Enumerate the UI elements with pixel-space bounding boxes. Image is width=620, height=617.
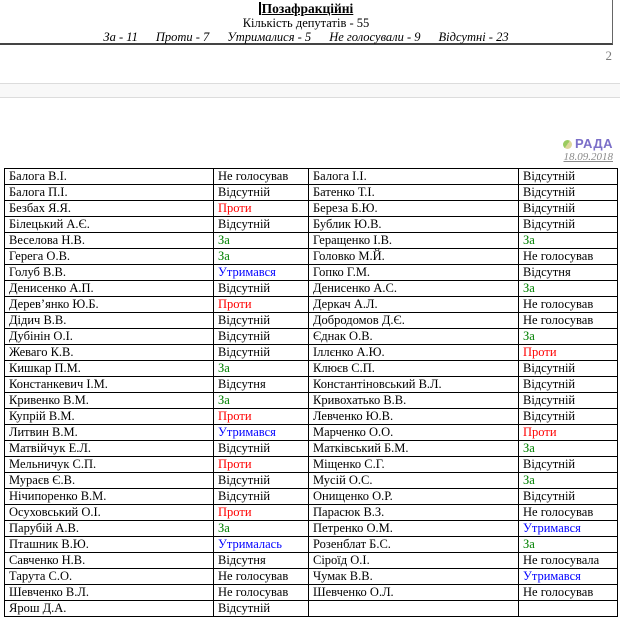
table-row xyxy=(5,201,618,217)
deputy-name-cell: Білецький А.Є. xyxy=(5,217,214,233)
vote-cell: За xyxy=(214,249,309,265)
vote-cell: Відсутній xyxy=(214,313,309,329)
deputy-name-cell: Пташник В.Ю. xyxy=(5,537,214,553)
deputy-name-cell: Петренко О.М. xyxy=(309,521,519,537)
deputy-name-cell: Голуб В.В. xyxy=(5,265,214,281)
deputy-name-cell: Деркач А.Л. xyxy=(309,297,519,313)
vote-cell: За xyxy=(214,233,309,249)
deputy-name-cell: Купрій В.М. xyxy=(5,409,214,425)
vote-cell: Відсутній xyxy=(214,185,309,201)
deputy-name-cell: Мураєв Є.В. xyxy=(5,473,214,489)
deputy-name-cell: Онищенко О.Р. xyxy=(309,489,519,505)
deputy-name-cell: Констанкевич І.М. xyxy=(5,377,214,393)
faction-title-line xyxy=(0,1,612,16)
deputy-name-cell: Нічипоренко В.М. xyxy=(5,489,214,505)
vote-cell: Не голосував xyxy=(519,505,618,521)
table-row xyxy=(5,521,618,537)
deputy-name-cell: Литвин В.М. xyxy=(5,425,214,441)
rada-logo-text: РАДА xyxy=(574,136,613,151)
vote-cell: Відсутній xyxy=(214,281,309,297)
deputy-name-cell: Денисенко А.П. xyxy=(5,281,214,297)
vote-cell: За xyxy=(519,537,618,553)
vote-cell: Не голосував xyxy=(519,585,618,601)
deputy-name-cell: Бублик Ю.В. xyxy=(309,217,519,233)
deputy-name-cell: Безбах Я.Я. xyxy=(5,201,214,217)
vote-date: 18.09.2018 xyxy=(563,151,613,163)
vote-cell: За xyxy=(214,361,309,377)
deputy-name-cell: Балога П.І. xyxy=(5,185,214,201)
deputy-name-cell: Матківський Б.М. xyxy=(309,441,519,457)
deputy-name-cell: Балога В.І. xyxy=(5,169,214,185)
vote-cell: Не голосував xyxy=(519,249,618,265)
vote-cell: Відсутня xyxy=(214,553,309,569)
vote-cell: Відсутній xyxy=(519,169,618,185)
deputy-name-cell: Клюєв С.П. xyxy=(309,361,519,377)
summary-for: За - 11 xyxy=(103,30,138,44)
deputy-name-cell: Константіновський В.Л. xyxy=(309,377,519,393)
vote-cell: За xyxy=(519,329,618,345)
table-row xyxy=(5,297,618,313)
table-row xyxy=(5,217,618,233)
vote-cell: За xyxy=(519,473,618,489)
deputy-name-cell: Герега О.В. xyxy=(5,249,214,265)
vote-cell: Проти xyxy=(214,409,309,425)
table-row xyxy=(5,489,618,505)
deputy-name-cell: Чумак В.В. xyxy=(309,569,519,585)
vote-cell: Відсутній xyxy=(214,489,309,505)
vote-cell xyxy=(519,601,618,617)
deputy-name-cell: Веселова Н.В. xyxy=(5,233,214,249)
deputy-name-cell: Геращенко І.В. xyxy=(309,233,519,249)
table-row xyxy=(5,457,618,473)
table-row xyxy=(5,425,618,441)
rada-logo xyxy=(563,137,613,150)
vote-cell: Утримався xyxy=(519,521,618,537)
table-row xyxy=(5,393,618,409)
vote-cell: Проти xyxy=(214,505,309,521)
deputy-name-cell: Балога І.І. xyxy=(309,169,519,185)
deputy-name-cell: Кривохатько В.В. xyxy=(309,393,519,409)
deputy-count: Кількість депутатів - 55 xyxy=(242,16,370,30)
table-row xyxy=(5,361,618,377)
deputy-name-cell: Шевченко В.Л. xyxy=(5,585,214,601)
table-row xyxy=(5,473,618,489)
deputy-name-cell: Іллєнко А.Ю. xyxy=(309,345,519,361)
deputy-name-cell: Єднак О.В. xyxy=(309,329,519,345)
voting-table xyxy=(4,168,618,617)
deputy-name-cell: Головко М.Й. xyxy=(309,249,519,265)
vote-cell: Відсутній xyxy=(214,345,309,361)
vote-cell: Утримався xyxy=(214,425,309,441)
deputy-name-cell: Левченко Ю.В. xyxy=(309,409,519,425)
vote-cell: Утримався xyxy=(519,569,618,585)
table-row xyxy=(5,441,618,457)
vote-cell: Відсутній xyxy=(214,473,309,489)
deputy-name-cell: Савченко Н.В. xyxy=(5,553,214,569)
vote-cell: Утримався xyxy=(214,265,309,281)
deputy-name-cell: Дідич В.В. xyxy=(5,313,214,329)
vote-cell: Відсутній xyxy=(519,409,618,425)
deputy-name-cell: Сіроїд О.І. xyxy=(309,553,519,569)
vote-cell: Відсутній xyxy=(519,393,618,409)
table-row xyxy=(5,313,618,329)
deputy-name-cell: Розенблат Б.С. xyxy=(309,537,519,553)
deputy-name-cell: Парубій А.В. xyxy=(5,521,214,537)
table-row xyxy=(5,585,618,601)
vote-cell: Відсутній xyxy=(519,361,618,377)
deputy-name-cell: Ярош Д.А. xyxy=(5,601,214,617)
table-row xyxy=(5,185,618,201)
table-row xyxy=(5,505,618,521)
table-row xyxy=(5,249,618,265)
table-row xyxy=(5,169,618,185)
vote-cell: Відсутній xyxy=(214,329,309,345)
vote-cell: Проти xyxy=(214,201,309,217)
vote-cell: Відсутня xyxy=(214,377,309,393)
deputy-name-cell: Денисенко А.С. xyxy=(309,281,519,297)
vote-cell: Не голосувала xyxy=(519,553,618,569)
deputy-name-cell: Жеваго К.В. xyxy=(5,345,214,361)
vote-cell: Відсутня xyxy=(519,265,618,281)
deputy-name-cell: Мусій О.С. xyxy=(309,473,519,489)
deputy-name-cell: Міщенко С.Г. xyxy=(309,457,519,473)
vote-cell: Не голосував xyxy=(214,569,309,585)
summary-absent: Відсутні - 23 xyxy=(438,30,509,44)
summary-against: Проти - 7 xyxy=(155,30,210,44)
rada-circle-icon xyxy=(563,140,572,149)
deputy-name-cell: Береза Б.Ю. xyxy=(309,201,519,217)
deputy-name-cell: Добродомов Д.Є. xyxy=(309,313,519,329)
vote-cell: За xyxy=(214,521,309,537)
table-row xyxy=(5,537,618,553)
vote-cell: Не голосував xyxy=(214,169,309,185)
vote-cell: Відсутній xyxy=(214,217,309,233)
deputy-name-cell: Парасюк В.З. xyxy=(309,505,519,521)
vote-cell: Відсутній xyxy=(519,201,618,217)
deputy-name-cell xyxy=(309,601,519,617)
summary-abstained: Утрималися - 5 xyxy=(227,30,312,44)
vote-cell: Проти xyxy=(519,345,618,361)
deputy-name-cell: Кривенко В.М. xyxy=(5,393,214,409)
table-row xyxy=(5,377,618,393)
vote-cell: Відсутній xyxy=(519,457,618,473)
vote-cell: Не голосував xyxy=(519,297,618,313)
table-row xyxy=(5,265,618,281)
deputy-name-cell: Гопко Г.М. xyxy=(309,265,519,281)
vote-cell: Не голосував xyxy=(519,313,618,329)
vote-cell: Утрималась xyxy=(214,537,309,553)
faction-header xyxy=(0,0,613,45)
table-row xyxy=(5,233,618,249)
vote-cell: Проти xyxy=(214,457,309,473)
deputy-name-cell: Матвійчук Е.Л. xyxy=(5,441,214,457)
vote-cell: За xyxy=(519,281,618,297)
deputy-name-cell: Тарута С.О. xyxy=(5,569,214,585)
vote-cell: За xyxy=(519,441,618,457)
vote-cell: Відсутній xyxy=(519,217,618,233)
vote-cell: Відсутній xyxy=(519,185,618,201)
vote-cell: Проти xyxy=(214,297,309,313)
table-row xyxy=(5,409,618,425)
vote-cell: Проти xyxy=(519,425,618,441)
deputy-name-cell: Дубінін О.І. xyxy=(5,329,214,345)
vote-cell: Відсутній xyxy=(519,489,618,505)
deputy-name-cell: Батенко Т.І. xyxy=(309,185,519,201)
table-row xyxy=(5,569,618,585)
table-row xyxy=(5,329,618,345)
text-cursor xyxy=(259,2,261,15)
vote-summary xyxy=(0,30,612,44)
deputy-name-cell: Мельничук С.П. xyxy=(5,457,214,473)
vote-cell: Відсутній xyxy=(214,601,309,617)
deputy-name-cell: Кишкар П.М. xyxy=(5,361,214,377)
viewer-toolbar-band xyxy=(0,83,620,98)
vote-cell: Відсутній xyxy=(214,441,309,457)
deputy-name-cell: Дерев’янко Ю.Б. xyxy=(5,297,214,313)
table-row xyxy=(5,601,618,617)
page-number: 2 xyxy=(605,48,612,63)
vote-cell: Не голосував xyxy=(214,585,309,601)
deputy-name-cell: Марченко О.О. xyxy=(309,425,519,441)
deputy-name-cell: Осуховський О.І. xyxy=(5,505,214,521)
deputy-name-cell: Шевченко О.Л. xyxy=(309,585,519,601)
table-row xyxy=(5,281,618,297)
faction-title: Позафракційні xyxy=(261,1,354,16)
table-row xyxy=(5,553,618,569)
vote-cell: За xyxy=(519,233,618,249)
vote-cell: За xyxy=(214,393,309,409)
table-row xyxy=(5,345,618,361)
summary-not-voted: Не голосували - 9 xyxy=(329,30,421,44)
vote-cell: Відсутній xyxy=(519,377,618,393)
